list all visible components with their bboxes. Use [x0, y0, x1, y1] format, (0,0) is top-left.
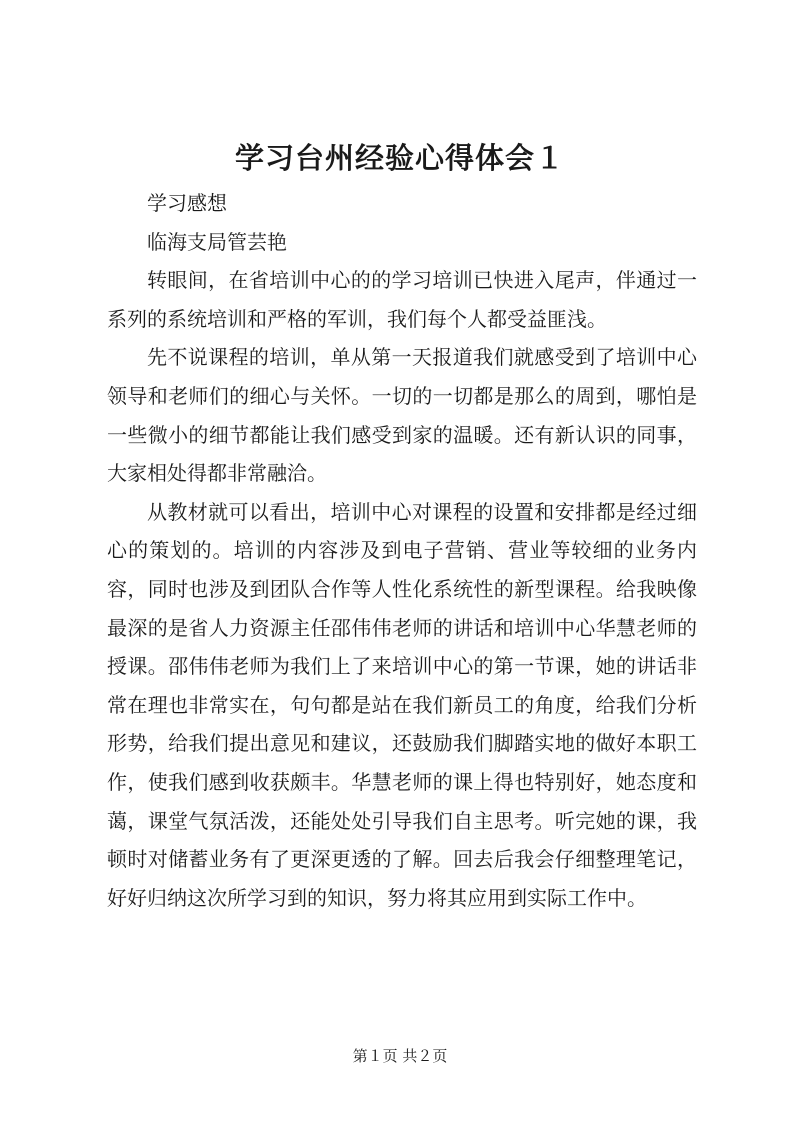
page-footer: 第１页 共２页	[352, 1047, 448, 1065]
paragraph-author: 临海支局管芸艳	[147, 229, 287, 254]
paragraph: 先不说课程的培训，单从第一天报道我们就感受到了培训中心领导和老师们的细心与关怀。一切的一切都是那么的周到，哪怕是一些微小的细节都能让我们感受到家的温暖。还有新认识的同事，大家相处得都非常融洽。	[107, 345, 697, 486]
document-body	[107, 184, 697, 917]
paragraph: 从教材就可以看出，培训中心对课程的设置和安排都是经过细心的策划的。培训的内容涉及到电子营销、营业等较细的业务内容，同时也涉及到团队合作等人性化系统性的新型课程。给我映像最深的是省人力资源主任邵伟伟老师的讲话和培训中心华慧老师的授课。邵伟伟老师为我们上了来培训中心的第一节课，她的讲话非常在理也非常实在，句句都是站在我们新员工的角度，给我们分析形势，给我们提出意见和建议，还鼓励我们脚踏实地的做好本职工作，使我们感到收获颇丰。华慧老师的课上得也特别好，她态度和蔼，课堂气氛活泼，还能处处引导我们自主思考。听完她的课，我顿时对储蓄业务有了更深更透的了解。回去后我会仔细整理笔记，好好归纳这次所学习到的知识，努力将其应用到实际工作中。	[107, 499, 697, 910]
document-title: 学习台州经验心得体会１	[234, 141, 565, 175]
paragraph: 转眼间，在省培训中心的的学习培训已快进入尾声，伴通过一系列的系统培训和严格的军训，我们每个人都受益匪浅。	[107, 268, 697, 331]
paragraph-subtitle: 学习感想	[147, 191, 227, 215]
